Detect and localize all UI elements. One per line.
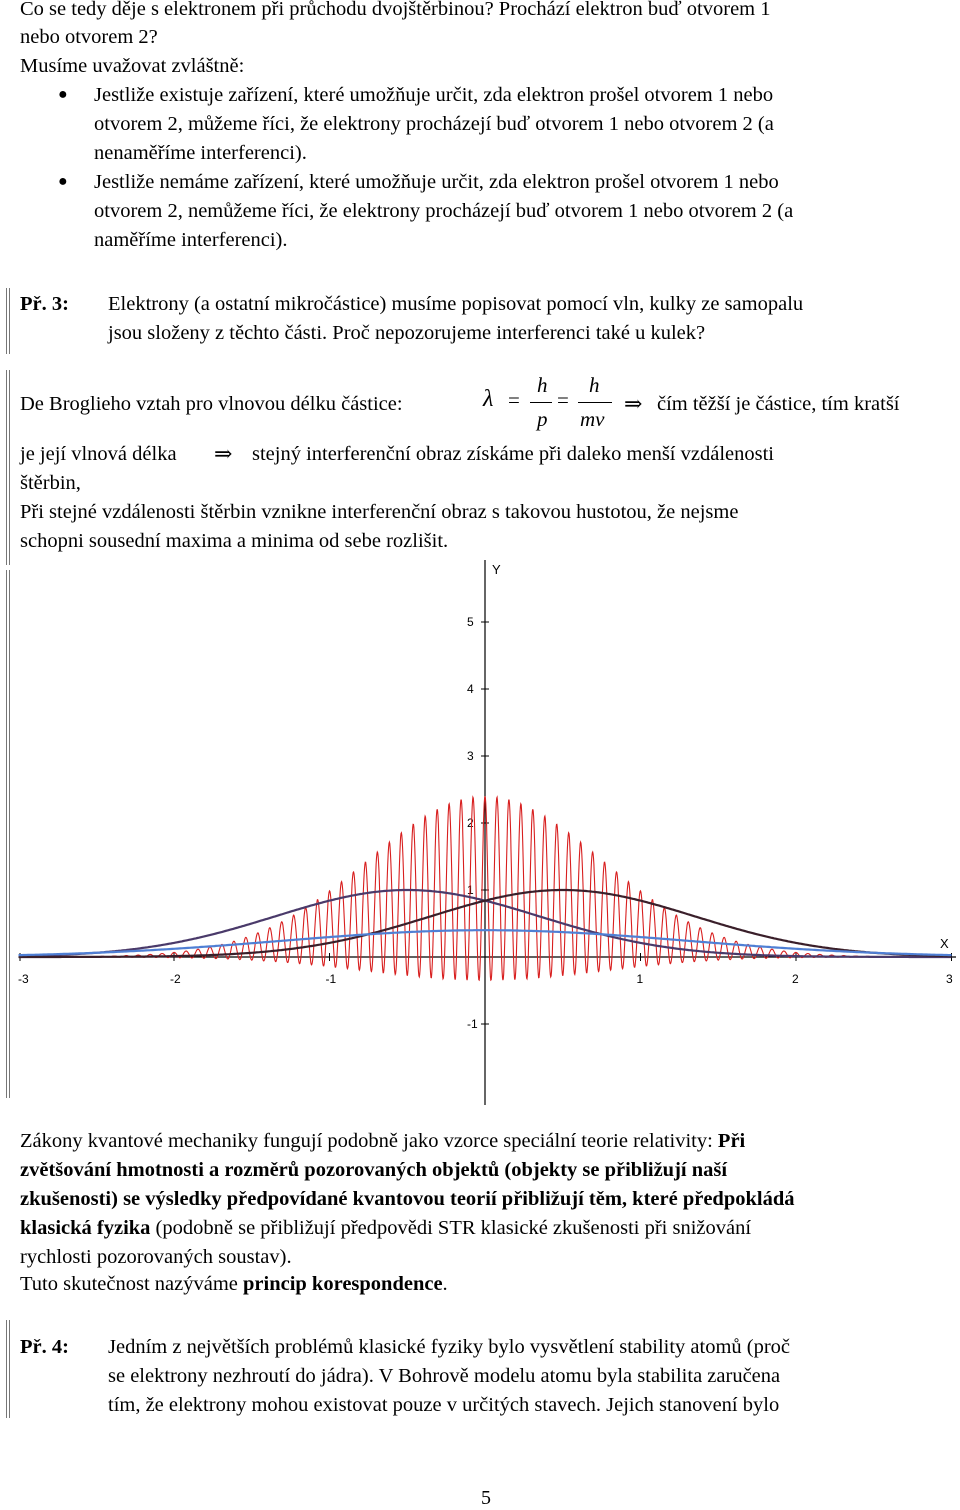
y-tick-label: 5 [467,615,474,629]
margin-bar [6,570,10,1098]
y-tick-label: 4 [467,682,474,696]
x-tick-label: 2 [792,972,799,986]
x-axis-label: X [940,936,949,951]
y-axis-label: Y [492,562,501,577]
example-4-line-2: se elektrony nezhroutí do jádra). V Bohrově modelu atomu byla stabilita zaručena [108,1365,781,1387]
implies-icon: ⇒ [624,391,643,416]
equals-sign: = [508,388,520,412]
fraction-1-denominator: p [537,407,548,431]
fraction-2-bar [578,402,612,403]
bullet-icon: ● [58,173,68,190]
bullet-icon: ● [58,86,68,103]
correspondence-line-4: klasická fyzika (podobně se přibližují předpovědi STR klasické zkušenosti při snižování [20,1217,752,1239]
y-tick-label: -1 [467,1017,478,1031]
broglie-lead: De Broglieho vztah pro vlnovou délku částice: [20,393,403,415]
bullet-2-line-1: Jestliže nemáme zařízení, které umožňuje určit, zda elektron prošel otvorem 1 nebo [94,171,779,193]
correspondence-line-3: zkušenosti) se výsledky předpovídané kvantovou teorií přibližují těm, které předpokládá [20,1188,795,1210]
lambda-symbol: λ [483,386,494,412]
bullet-2-line-2: otvorem 2, nemůžeme říci, že elektrony procházejí buď otvorem 1 nebo otvorem 2 (a [94,200,794,222]
y-tick-label: 2 [467,816,474,830]
bullet-1-line-1: Jestliže existuje zařízení, které umožňuje určit, zda elektron prošel otvorem 1 nebo [94,84,774,106]
fraction-2-denominator: mv [580,407,605,431]
broglie-line-2a: je její vlnová délka [20,443,177,465]
correspondence-line-1: Zákony kvantové mechaniky fungují podobně jako vzorce speciální teorie relativity: Při [20,1130,746,1152]
y-tick-label: 1 [467,883,474,897]
broglie-tail: čím těžší je částice, tím kratší [657,393,900,415]
fraction-1-numerator: h [537,373,548,397]
correspondence-line-6: Tuto skutečnost nazýváme princip korespondence. [20,1273,448,1295]
example-3-line-2: jsou složeny z těchto části. Proč nepozorujeme interferenci také u kulek? [108,322,706,344]
implies-icon: ⇒ [214,441,233,466]
correspondence-line-5: rychlosti pozorovaných soustav). [20,1246,292,1268]
x-tick-label: -1 [325,972,337,986]
bullet-1-line-2: otvorem 2, můžeme říci, že elektrony procházejí buď otvorem 1 nebo otvorem 2 (a [94,113,774,135]
fraction-1-bar [530,402,552,403]
x-tick-label: 3 [946,972,953,986]
intro-line-2: nebo otvorem 2? [20,26,158,48]
example-3-label: Př. 3: [20,293,69,315]
correspondence-line-2: zvětšování hmotnosti a rozměrů pozorovaných objektů (objekty se přibližují naší [20,1159,728,1181]
fraction-2-numerator: h [589,373,600,397]
broglie-line-3: štěrbin, [20,472,81,494]
bullet-1-line-3: nenaměříme interferenci). [94,142,307,164]
x-tick-label: 1 [636,972,644,986]
bullet-2-line-3: naměříme interferenci). [94,229,288,251]
margin-bar [6,370,10,565]
intro-line-1: Co se tedy děje s elektronem při průchodu dvojštěrbinou? Prochází elektron buď otvorem 1 [20,0,771,20]
page-number: 5 [481,1487,491,1509]
interference-chart [18,560,958,1105]
example-4-label: Př. 4: [20,1336,69,1358]
equals-sign: = [557,388,569,412]
example-4-line-1: Jedním z největších problémů klasické fyziky bylo vysvětlení stability atomů (proč [108,1336,791,1358]
example-4-line-3: tím, že elektrony mohou existovat pouze v určitých stavech. Jejich stanovení bylo [108,1394,780,1416]
margin-bar [6,1320,10,1418]
intro-line-3: Musíme uvažovat zvláštně: [20,55,245,77]
x-tick-label: -3 [18,972,29,986]
margin-bar [6,288,10,354]
broglie-line-5: schopni sousední maxima a minima od sebe rozlišit. [20,530,449,552]
broglie-line-4: Při stejné vzdálenosti štěrbin vznikne interferenční obraz s takovou hustotou, že nejsme [20,501,739,523]
y-tick-label: 3 [467,749,474,763]
example-3-line-1: Elektrony (a ostatní mikročástice) musíme popisovat pomocí vln, kulky ze samopalu [108,293,804,315]
broglie-line-2b: stejný interferenční obraz získáme při daleko menší vzdálenosti [252,443,774,465]
x-tick-label: -2 [170,972,181,986]
